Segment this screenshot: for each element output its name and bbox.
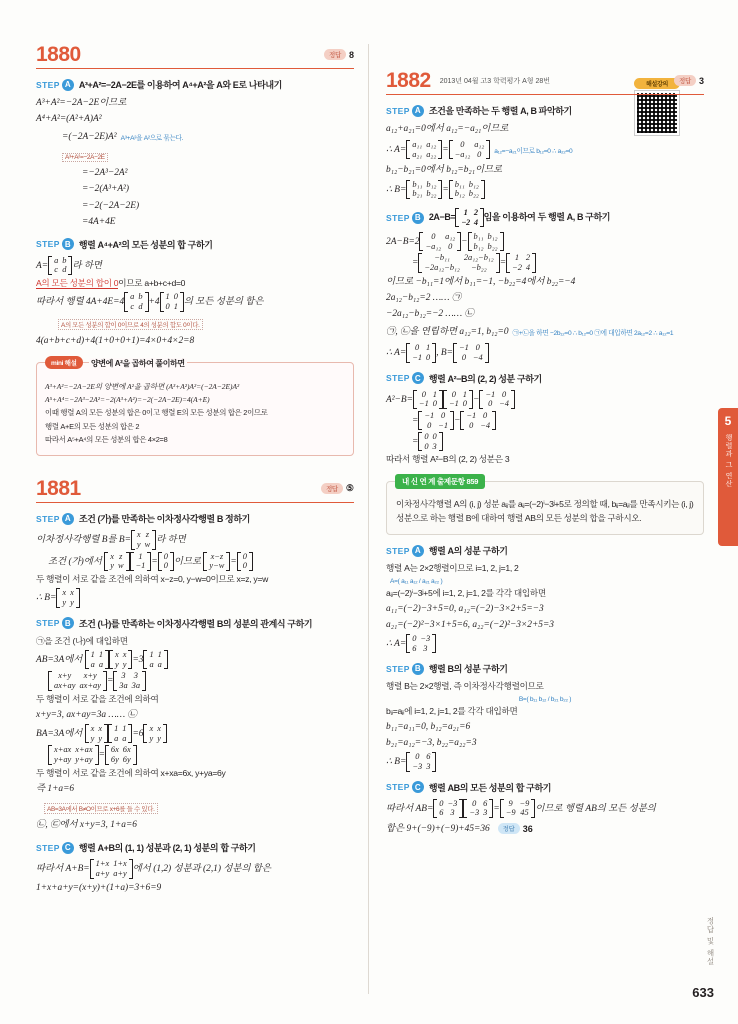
step-title: 2A−B= 1 2 −2 4 임을 이용하여 두 행렬 A, B 구하기 — [428, 207, 611, 227]
step-title: 행렬 AB의 모든 성분의 합 구하기 — [428, 782, 552, 793]
answer-value: 36 — [522, 823, 533, 834]
step-badge — [386, 781, 424, 793]
math-line: =4A+4E — [82, 216, 116, 227]
math-matrix-line: ∴ A= 0 −3 6 3 — [386, 634, 704, 653]
page-number: 633 — [692, 985, 714, 1000]
math-line: =−2A³−2A² — [82, 168, 128, 179]
step-letter: C — [412, 372, 424, 384]
mini-solution-box — [36, 358, 354, 457]
math-matrix-line: x+ax x+ax y+ay y+ay = 6x 6x 6y 6y — [48, 745, 354, 764]
column-divider — [368, 44, 369, 994]
step-letter: C — [412, 781, 424, 793]
problem-header — [386, 70, 704, 95]
step-title: 행렬 A+B의 (1, 1) 성분과 (2, 1) 성분의 합 구하기 — [78, 843, 256, 854]
math-line: 합은 9+(−9)+(−9)+45=36 — [386, 823, 490, 834]
math-matrix-line: = −b₁₁ 2a₁₂−b₁₂ −2a₁₂−b₁₂ −b₂₂ = 1 2 −2 4 — [412, 253, 704, 272]
math-line: a₂₁=(−2)²−3×1+5=6, a₂₂=(−2)²−3×2+5=3 — [386, 620, 554, 631]
note-row — [386, 323, 704, 341]
step-word: STEP — [36, 842, 60, 853]
math-line: =(−2A−2E)A² — [62, 132, 117, 143]
highlight-text: A의 모든 성분의 합이 0 — [36, 278, 119, 289]
answer-label: 정답 — [321, 483, 343, 494]
blue-note: A³+A²을 A²으로 묶는다. — [120, 135, 184, 143]
step-letter: A — [412, 105, 424, 117]
text-line: bᵢⱼ=aⱼᵢ에 i=1, 2, j=1, 2를 각각 대입하면 — [386, 705, 518, 716]
math-matrix-line: A²−B= 0 1 −1 0 0 1 −1 0 − −1 0 0 −4 — [386, 390, 704, 409]
math-line: =−2(−2A−2E) — [82, 200, 140, 211]
answer-value: 8 — [348, 49, 354, 60]
step-word: STEP — [386, 373, 410, 384]
blue-note: a₁₂=−a₂₁이므로 b₁₂=0 ∴ a₂₂=0 — [494, 147, 573, 155]
step-badge — [386, 372, 424, 384]
step-letter: A — [62, 513, 74, 525]
math-matrix-line: 조건 (가)에서 x z y w 1 −1 = 0 0 이므로 x−z y−w = 0 0 — [48, 552, 354, 571]
note-row — [386, 138, 704, 161]
text-line: 두 행렬이 서로 같을 조건에 의하여 x−z=0, y−w=0이므로 x=z, y=w — [36, 574, 269, 585]
step-a — [36, 512, 354, 525]
math-line: 이므로 −b₁₁=1에서 b₁₁=−1, −b₂₂=4에서 b₂₂=−4 — [386, 276, 576, 287]
math-matrix-line: 따라서 행렬 4A+4E=4 a b c d +4 1 0 0 1 의 모든 성분의 합은 — [36, 292, 264, 312]
math-matrix-line: 따라서 A+B= 1+x 1+x a+y a+y 에서 (1,2) 성분과 (2,1) 성분의 합은 — [36, 859, 271, 878]
problem-number: 1881 — [36, 477, 81, 501]
math-line: a₁₂+a₂₁=0에서 a₁₂=−a₂₁이므로 — [386, 124, 509, 134]
step-badge — [36, 238, 74, 250]
math-matrix-line: A= a b c d 라 하면 — [36, 255, 102, 275]
blue-note: ㉠+㉡을 하면 −2b₁₂=0 ∴ b₁₂=0 ㉠에 대입하면 2a₁₂=2 ∴ a₁₂=1 — [512, 330, 674, 338]
text-line: A의 모든 성분의 합이 0이므로 a+b+c+d=0 — [36, 278, 186, 289]
dotted-note: AB=3A에서 B≠O이므로 x+6를 들 수 있다. — [44, 803, 158, 814]
problem-1881 — [36, 478, 354, 894]
math-line: =−2(A³+A²) — [82, 184, 129, 195]
step-word: STEP — [386, 545, 410, 556]
step-word: STEP — [386, 663, 410, 674]
text-line: 두 행렬이 서로 같을 조건에 의하여 — [36, 693, 159, 704]
math-line: b₁₂−b₂₁=0에서 b₁₂=b₂₁이므로 — [386, 165, 503, 176]
math-matrix-line: = 0 0 0 3 — [412, 432, 704, 451]
side-footer: 정답 및 해설 — [706, 917, 715, 966]
answer-tag — [324, 49, 354, 60]
final-row — [386, 820, 704, 838]
step-title: 조건을 만족하는 두 행렬 A, B 파악하기 — [428, 106, 572, 116]
math-line: 즉 1+a=6 — [36, 783, 75, 794]
step-badge — [386, 663, 424, 675]
math-line: 1+x+a+y=(x+y)+(1+a)=3+6=9 — [36, 882, 162, 893]
mini-tag: mini 해설 — [45, 356, 83, 369]
step-title: 행렬 A²−B의 (2, 2) 성분 구하기 — [428, 373, 542, 384]
problem-number: 1880 — [36, 43, 81, 66]
math-matrix-line: ∴ A= a₁₁ a₁₂ a₂₁ a₂₂ = 0 a₁₂ −a₁₂ 0 — [386, 140, 490, 159]
step-word: STEP — [36, 618, 60, 629]
step-b — [386, 208, 704, 227]
answer-label: 정답 — [324, 49, 346, 60]
answer-tag — [321, 483, 354, 494]
problem-header — [36, 478, 354, 503]
text-line: aᵢⱼ=(−2)ⁱ−3ʲ+5에 i=1, 2, j=1, 2를 각각 대입하면 — [386, 587, 546, 598]
math-matrix-line: AB=3A에서 1 1 a a x x y y =3 1 1 a a — [36, 650, 354, 669]
math-line: b₂₁=a₁₂=−3, b₂₂=a₂₂=3 — [386, 738, 477, 749]
step-letter: C — [62, 842, 74, 854]
math-matrix-line: BA=3A에서 x x y y 1 1 a a =6 x x y y — [36, 724, 354, 743]
right-column — [386, 44, 704, 838]
mini-line: 이때 행렬 A의 모든 성분의 합은 0이고 행렬 E의 모든 성분의 합은 2이므로 — [45, 408, 268, 418]
step-word: STEP — [36, 239, 60, 250]
math-matrix-line: x+y x+y ax+ay ax+ay = 3 3 3a 3a — [48, 671, 354, 690]
mini-line: 행렬 A+E의 모든 성분의 합은 2 — [45, 421, 140, 431]
math-matrix-line: ∴ B= b₁₁ b₁₂ b₂₁ b₂₂ = b₁₁ b₁₂ b₁₂ b₂₂ — [386, 180, 704, 199]
naeshin-box — [386, 476, 704, 536]
text-line: 행렬 A는 2×2행렬이므로 i=1, 2, j=1, 2 — [386, 563, 519, 574]
math-matrix-line: ∴ B= x x y y — [36, 588, 354, 607]
step-b — [36, 617, 354, 630]
math-line: −2a₁₂−b₁₂=−2 …… ㉡ — [386, 309, 474, 319]
answer-label: 정답 — [674, 75, 696, 86]
mini-line: A³+A²=−2A−2E의 양변에 A²을 곱하면 (A³+A²)A²=(−2A−2E)A² — [45, 381, 240, 391]
step-letter: B — [62, 617, 74, 629]
answer-label: 정답 — [498, 823, 520, 834]
qr-code-icon[interactable] — [635, 91, 679, 135]
step-title: A³+A²=−2A−2E를 이용하여 A⁴+A²을 A와 E로 나타내기 — [78, 80, 282, 90]
step-badge — [36, 842, 74, 854]
math-matrix-line: 이차정사각행렬 B를 B= x z y w 라 하면 — [36, 530, 186, 550]
side-tab — [718, 408, 738, 546]
step-word: STEP — [36, 513, 60, 524]
problem-source: 2013년 04월 고3 학력평가 A형 28번 — [439, 77, 551, 85]
mini-line: 따라서 A⁵+A⁴의 모든 성분의 합은 4×2=8 — [45, 434, 168, 444]
mini-line: A⁵+A⁴=−2A³−2A²=−2(A³+A²)=−2(−2A−2E)=4(A+E) — [45, 394, 210, 404]
step-letter: B — [62, 238, 74, 250]
math-matrix-line: = −1 0 0 −1 − −1 0 0 −4 — [412, 411, 704, 430]
step-badge — [386, 105, 424, 117]
naeshin-step-b — [386, 662, 704, 675]
step-word: STEP — [36, 79, 60, 90]
mini-title: 양변에 A²을 곱하여 풀이하면 — [91, 358, 185, 368]
naeshin-step-a — [386, 544, 704, 557]
text-line: ㉠을 조건 (나)에 대입하면 — [36, 635, 128, 646]
naeshin-tag: 내 신 연 계 출제문항 859 — [395, 474, 485, 489]
math-line: 2a₁₂−b₁₂=2 …… ㉠ — [386, 292, 462, 303]
step-letter: B — [412, 663, 424, 675]
answer-value: ⑤ — [345, 483, 354, 494]
step-word: STEP — [386, 212, 410, 223]
math-line: 4(a+b+c+d)+4(1+0+0+1)=4×0+4×2=8 — [36, 335, 195, 346]
matrix: a b c d — [48, 256, 72, 275]
blue-note: A=( a₁₁ a₁₂ / a₂₁ a₂₂ ) — [390, 577, 443, 585]
step-letter: B — [412, 212, 424, 224]
text-line: 행렬 B는 2×2행렬, 즉 이차정사각행렬이므로 — [386, 681, 544, 692]
problem-1880 — [36, 44, 354, 456]
side-tab-text: 행렬과 그 연산 — [725, 434, 732, 488]
step-title: 행렬 B의 성분 구하기 — [428, 664, 508, 675]
step-word: STEP — [386, 105, 410, 116]
math-matrix-line: 2A−B=2 0 a₁₂ −a₁₂ 0 − b₁₁ b₁₂ b₁₂ b₂₂ — [386, 232, 704, 251]
step-letter: A — [62, 79, 74, 91]
left-column — [36, 44, 354, 897]
problem-header — [36, 44, 354, 69]
note-row — [36, 128, 354, 146]
math-line: b₁₁=a₁₁=0, b₁₂=a₂₁=6 — [386, 722, 471, 733]
answer-tag — [674, 75, 704, 86]
math-line: A³+A²=−2A−2E이므로 — [36, 98, 127, 108]
dotted-note: A³+A²=−2A−2E — [62, 153, 108, 162]
step-a — [36, 78, 354, 91]
answer-value: 3 — [698, 75, 704, 86]
naeshin-question: 이차정사각행렬 A의 (i, j) 성분 aᵢⱼ를 aᵢⱼ=(−2)ⁱ−3ʲ+5로 정의할 때, bᵢⱼ=aⱼᵢ를 만족시키는 (i, j) 성분으로 하는 행렬 B에 대하여 행렬 AB의 모든 성분의 합을 구하시오. — [396, 498, 694, 523]
step-letter: A — [412, 545, 424, 557]
step-title: 행렬 A⁴+A²의 모든 성분의 합 구하기 — [78, 239, 213, 250]
step-badge — [36, 79, 74, 91]
step-b — [36, 238, 354, 251]
answer-tag — [498, 823, 533, 834]
naeshin-step-c — [386, 781, 704, 794]
step-badge — [386, 545, 424, 557]
text-line: 두 행렬이 서로 같을 조건에 의하여 x+xa=6x, y+ya=6y — [36, 767, 226, 778]
step-badge — [36, 617, 74, 629]
step-title: 조건 (가)를 만족하는 이차정사각행렬 B 정하기 — [78, 514, 250, 525]
math-line: x+y=3, ax+ay=3a …… ㉡ — [36, 709, 137, 720]
math-matrix-line: ∴ A= 0 1 −1 0 , B= −1 0 0 −4 — [386, 343, 704, 362]
problem-number: 1882 — [386, 69, 431, 92]
step-title: 행렬 A의 성분 구하기 — [428, 546, 508, 557]
math-matrix-line: 따라서 AB= 0 −3 6 3 0 6 −3 3 = 9 −9 −9 45 이므로 행렬 AB의 모든 성분의 — [386, 798, 656, 818]
step-title: 조건 (나)를 만족하는 이차정사각행렬 B의 성분의 관계식 구하기 — [78, 618, 313, 629]
math-line: ㉡, ㉢에서 x+y=3, 1+a=6 — [36, 820, 137, 831]
dotted-note: A의 모든 성분의 합이 0이므로 4의 성분의 합도 0이다. — [58, 319, 203, 330]
blue-note: B=( b₁₁ b₁₂ / b₂₁ b₂₂ ) — [518, 695, 572, 703]
step-c — [386, 372, 704, 385]
qr-label: 해설강의 — [634, 78, 680, 89]
text-line: 따라서 행렬 A²−B의 (2, 2) 성분은 3 — [386, 454, 510, 465]
step-word: STEP — [386, 782, 410, 793]
step-badge — [36, 513, 74, 525]
step-c — [36, 841, 354, 854]
math-matrix-line: ∴ B= 0 6 −3 3 — [386, 752, 704, 771]
math-line: ㉠, ㉡을 연립하면 a₁₂=1, b₁₂=0 — [386, 327, 509, 338]
math-line: a₁₁=(−2)−3+5=0, a₁₂=(−2)−3×2+5=−3 — [386, 603, 544, 614]
step-badge — [386, 212, 424, 224]
math-line: A⁴+A²=(A²+A)A² — [36, 114, 102, 125]
side-tab-number: 5 — [724, 414, 732, 428]
